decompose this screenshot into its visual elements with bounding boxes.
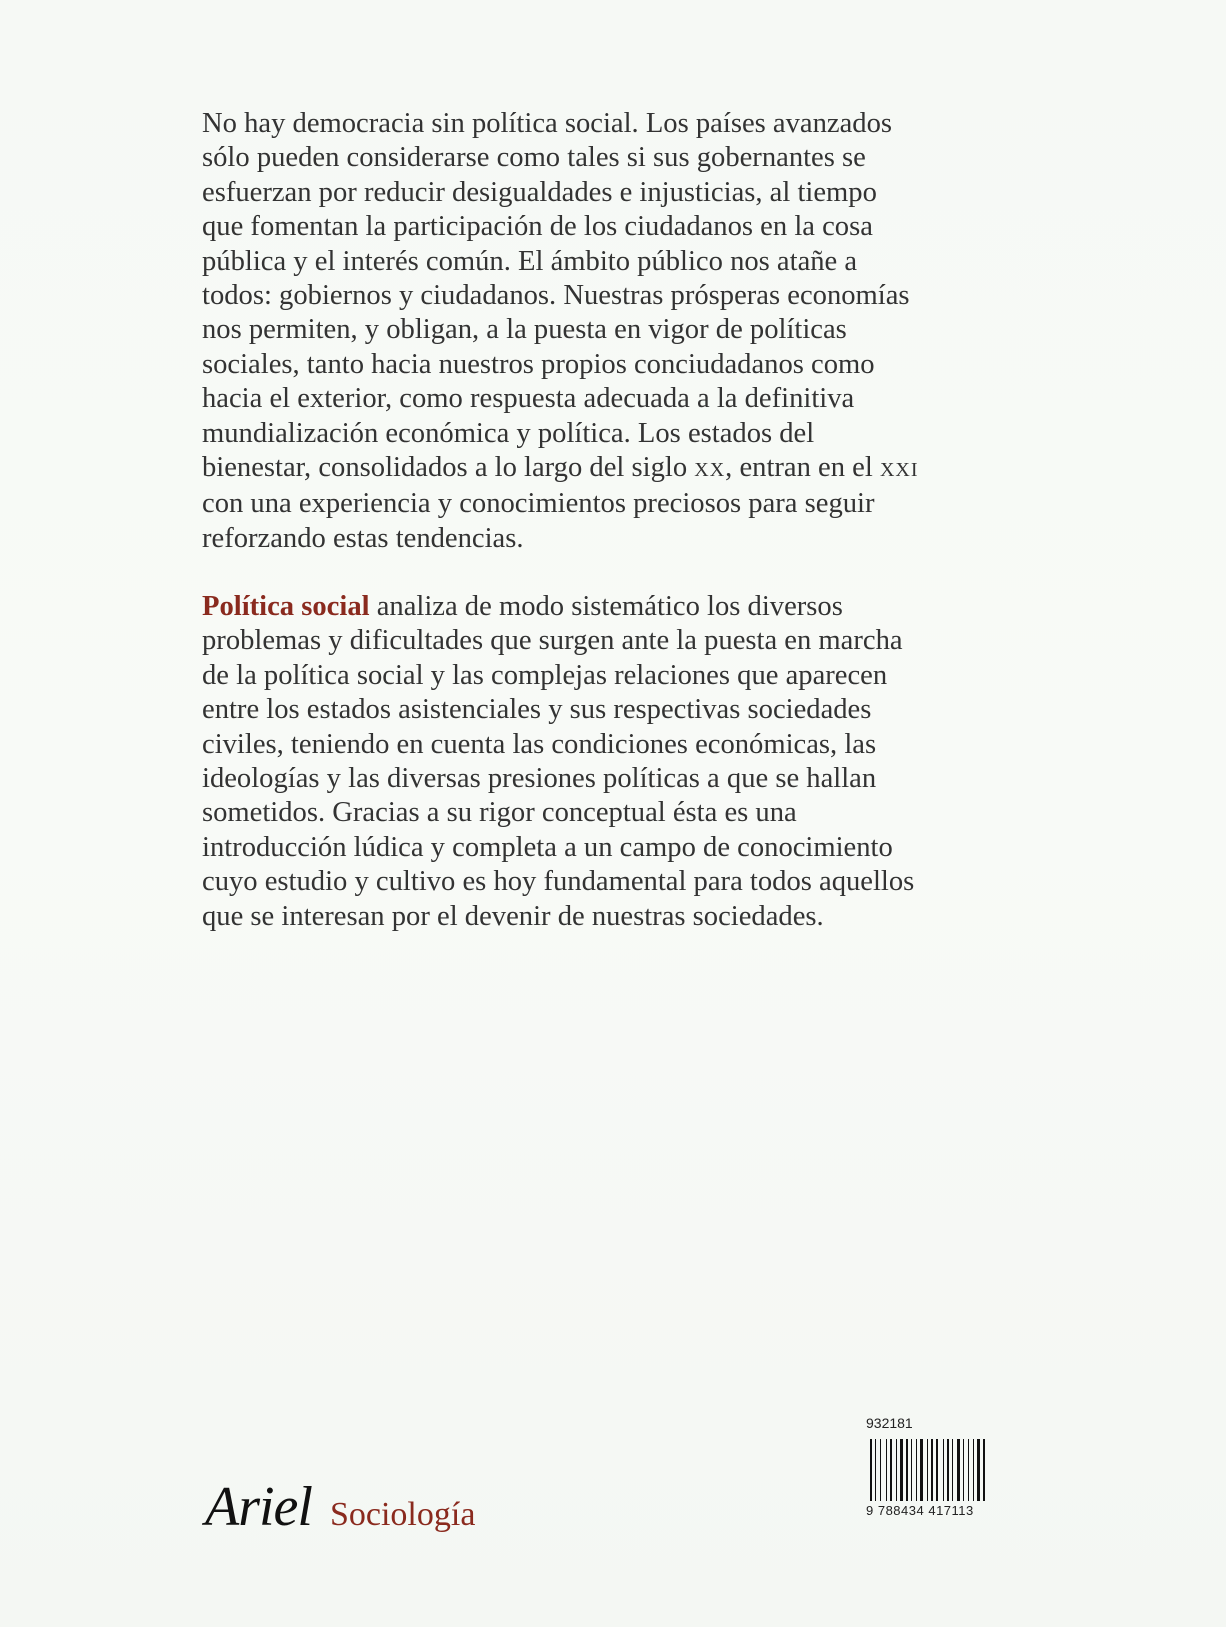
- text-fragment: bienestar, consolidados a lo largo del siglo: [202, 452, 695, 484]
- internal-code: 932181: [866, 1415, 913, 1431]
- text-line: No hay democracia sin política social. Los países avanzados: [202, 108, 892, 139]
- publisher-logo: Ariel: [205, 1476, 312, 1538]
- synopsis-paragraph-2: [202, 590, 1042, 934]
- text-line: pública y el interés común. El ámbito público nos atañe a: [202, 245, 858, 277]
- text-line: sólo pueden considerarse como tales si sus gobernantes se: [202, 142, 866, 174]
- text-line: que fomentan la participación de los ciudadanos en la cosa: [202, 211, 873, 243]
- text-line: ideologías y las diversas presiones políticas a que se hallan: [202, 763, 877, 795]
- text-line: introducción lúdica y completa a un campo de conocimiento: [202, 831, 893, 863]
- text-line: entre los estados asistenciales y sus respectivas sociedades: [202, 694, 872, 726]
- text-line: hacia el exterior, como respuesta adecuada a la definitiva: [202, 383, 855, 415]
- text-line: problemas y dificultades que surgen ante la puesta en marcha: [202, 625, 903, 657]
- text-line: reforzando estas tendencias.: [202, 522, 524, 554]
- barcode-icon: [866, 1439, 1016, 1501]
- text-line: [202, 590, 1042, 624]
- book-title-highlight: Política social: [202, 591, 370, 622]
- text-line: nos permiten, y obligan, a la puesta en vigor de políticas: [202, 314, 847, 346]
- synopsis-paragraph-1: [202, 107, 1042, 556]
- text-line: todos: gobiernos y ciudadanos. Nuestras prósperas economías: [202, 280, 910, 312]
- text-line: sociales, tanto hacia nuestros propios conciudadanos como: [202, 348, 875, 380]
- text-line: con una experiencia y conocimientos preciosos para seguir: [202, 488, 875, 520]
- text-line: mundialización económica y política. Los estados del: [202, 417, 815, 449]
- barcode-block: [866, 1415, 1016, 1525]
- text-line: [202, 451, 1042, 487]
- text-line: que se interesan por el devenir de nuestras sociedades.: [202, 900, 824, 932]
- text-fragment: analiza de modo sistemático los diversos: [369, 591, 843, 622]
- century-numeral: XX: [694, 459, 726, 482]
- publisher-brand: [205, 1475, 476, 1538]
- century-numeral: XXI: [879, 459, 919, 482]
- text-fragment: , entran en el: [725, 452, 880, 484]
- text-line: cuyo estudio y cultivo es hoy fundamental para todos aquellos: [202, 866, 915, 898]
- text-line: esfuerzan por reducir desigualdades e injusticias, al tiempo: [202, 176, 877, 208]
- isbn-number: 9 788434 417113: [866, 1503, 974, 1518]
- text-line: de la política social y las complejas relaciones que aparecen: [202, 659, 888, 691]
- text-line: civiles, teniendo en cuenta las condiciones económicas, las: [202, 728, 877, 760]
- collection-name: Sociología: [329, 1496, 476, 1533]
- text-line: sometidos. Gracias a su rigor conceptual ésta es una: [202, 797, 797, 829]
